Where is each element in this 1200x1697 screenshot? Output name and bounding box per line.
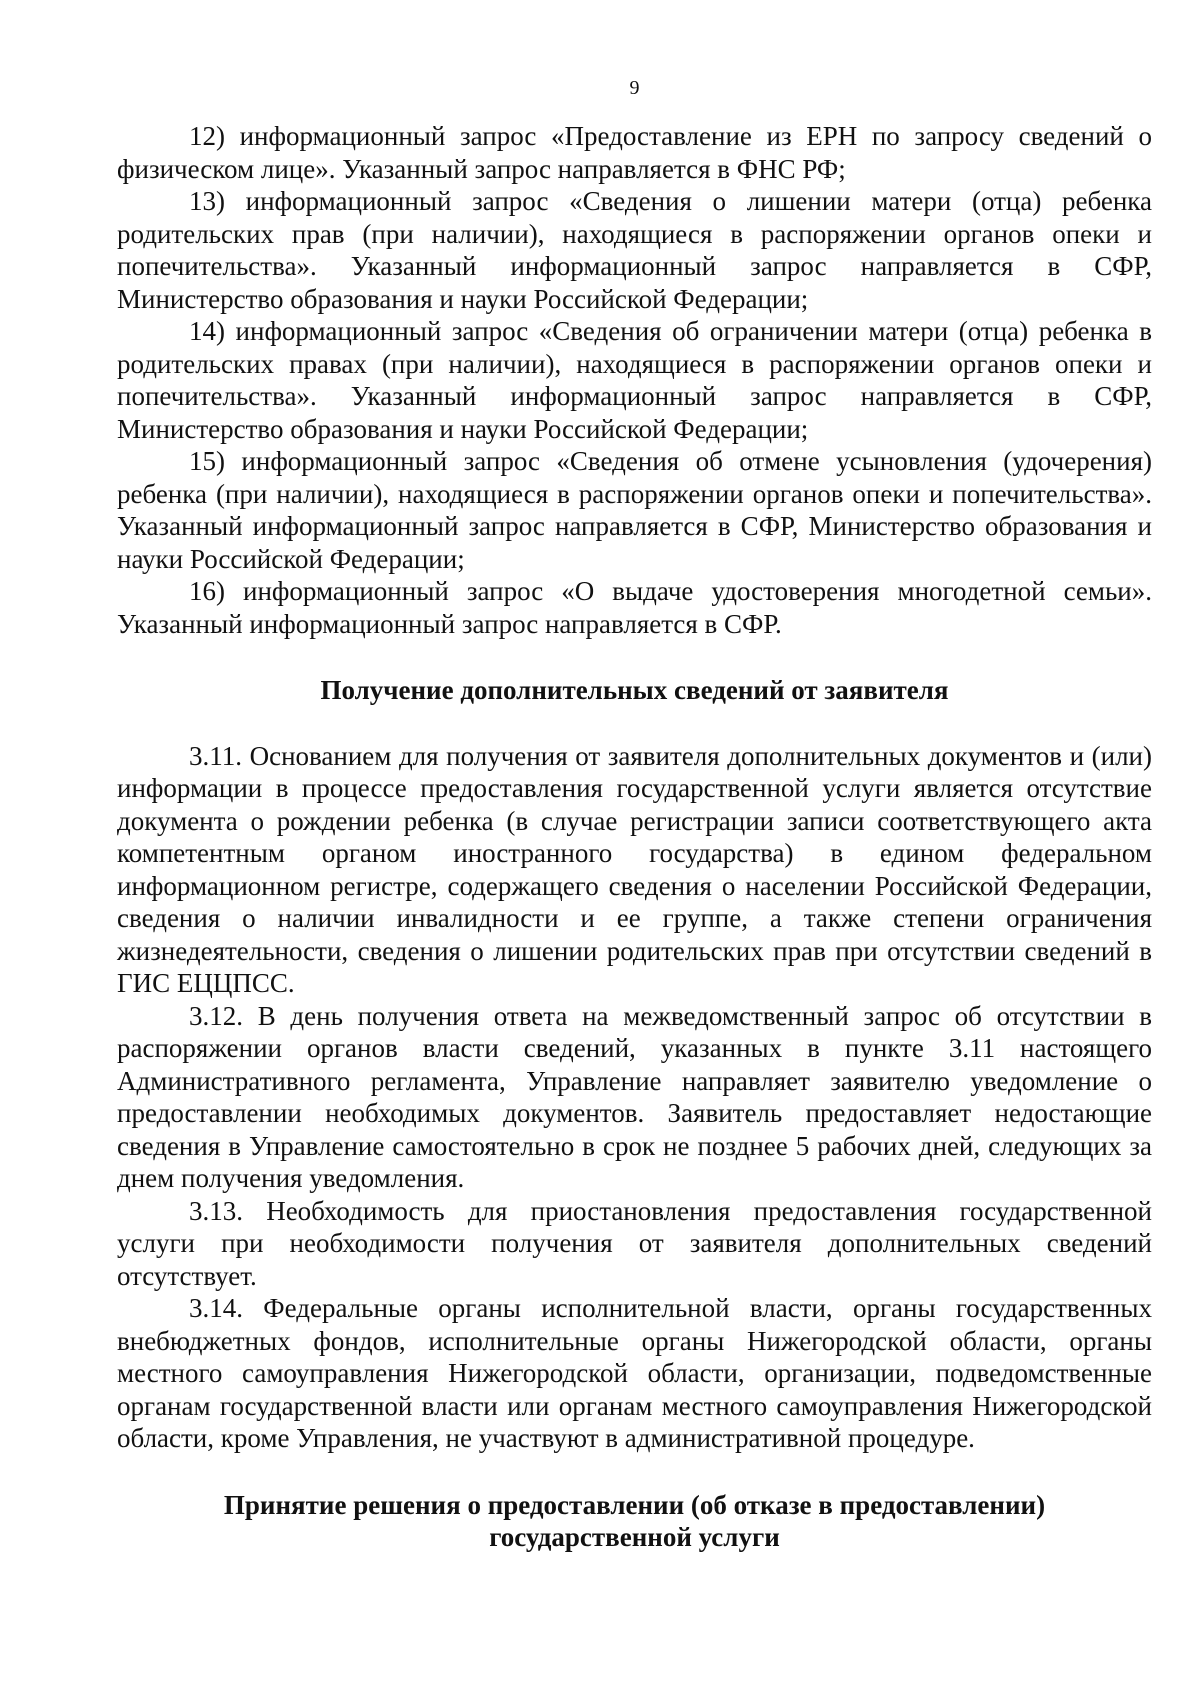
paragraph-item-13: 13) информационный запрос «Сведения о лишении матери (отца) ребенка родительских прав (при наличии), находящиеся в распоряжении органов опеки и попечительства». Указанный информационный запрос направляется в СФР, Министерство образования и науки Российской Федерации; bbox=[117, 186, 1152, 314]
spacer bbox=[117, 1455, 1152, 1489]
document-body bbox=[117, 120, 1152, 1554]
section-heading-decision-line-2: государственной услуги bbox=[489, 1522, 780, 1552]
spacer bbox=[117, 707, 1152, 740]
paragraph-item-15: 15) информационный запрос «Сведения об отмене усыновления (удочерения) ребенка (при наличии), находящиеся в распоряжении органов опеки и попечительства». Указанный информационный запрос направляется в СФР, Министерство образования и науки Российской Федерации; bbox=[117, 446, 1152, 574]
paragraph-item-12: 12) информационный запрос «Предоставление из ЕРН по запросу сведений о физическом лице». Указанный запрос направляется в ФНС РФ; bbox=[117, 121, 1152, 184]
paragraph-3-11: 3.11. Основанием для получения от заявителя дополнительных документов и (или) информации в процессе предоставления государственной услуги является отсутствие документа о рождении ребенка (в случае регистрации записи соответствующего акта компетентным органом иностранного государства) в едином федеральном информационном регистре, содержащего сведения о населении Российской Федерации, сведения о наличии инвалидности и ее группе, а также степени ограничения жизнедеятельности, сведения о лишении родительских прав при отсутствии сведений в ГИС ЕЦЦПСС. bbox=[117, 740, 1152, 998]
paragraph-item-16: 16) информационный запрос «О выдаче удостоверения многодетной семьи». Указанный информационный запрос направляется в СФР. bbox=[117, 576, 1152, 639]
paragraph-3-12: 3.12. В день получения ответа на межведомственный запрос об отсутствии в распоряжении органов власти сведений, указанных в пункте 3.11 настоящего Административного регламента, Управление направляет заявителю уведомление о предоставлении необходимых документов. Заявитель предоставляет недостающие сведения в Управление самостоятельно в срок не позднее 5 рабочих дней, следующих за днем получения уведомления. bbox=[117, 1000, 1152, 1193]
section-heading-decision bbox=[117, 1489, 1152, 1554]
page-number: 9 bbox=[629, 77, 640, 99]
paragraph-3-14: 3.14. Федеральные органы исполнительной власти, органы государственных внебюджетных фондов, исполнительные органы Нижегородской области, органы местного самоуправления Нижегородской области, организации, подведомственные органам государственной власти или органам местного самоуправления Нижегородской области, кроме Управления, не участвуют в административной процедуре. bbox=[117, 1293, 1152, 1453]
paragraph-item-14: 14) информационный запрос «Сведения об ограничении матери (отца) ребенка в родительских правах (при наличии), находящиеся в распоряжении органов опеки и попечительства». Указанный информационный запрос направляется в СФР, Министерство образования и науки Российской Федерации; bbox=[117, 316, 1152, 444]
section-heading-additional-info: Получение дополнительных сведений от заявителя bbox=[320, 675, 949, 705]
paragraph-3-13: 3.13. Необходимость для приостановления предоставления государственной услуги при необходимости получения от заявителя дополнительных сведений отсутствует. bbox=[117, 1195, 1152, 1291]
spacer bbox=[117, 640, 1152, 674]
section-heading-decision-line-1: Принятие решения о предоставлении (об отказе в предоставлении) bbox=[223, 1489, 1046, 1520]
